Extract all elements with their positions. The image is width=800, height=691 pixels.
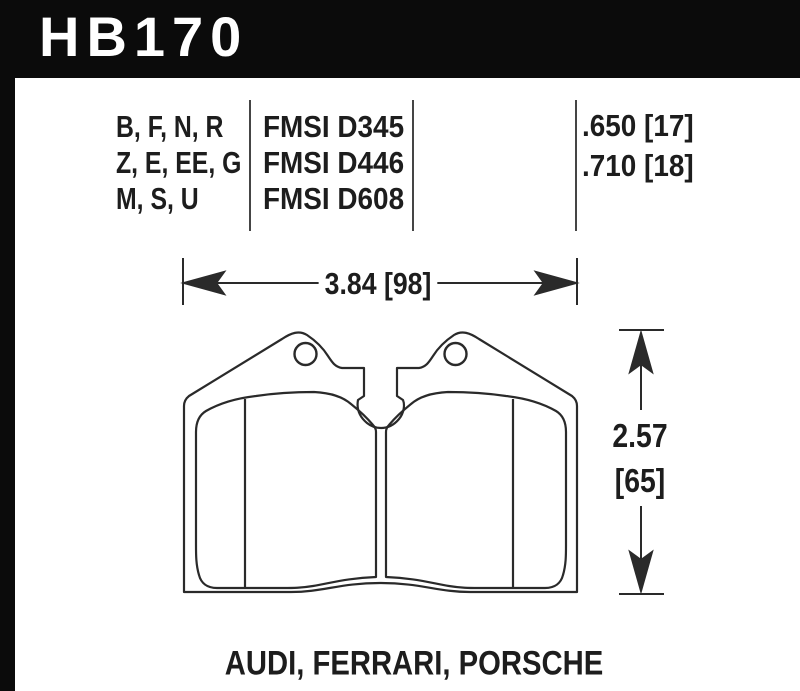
friction-material-right <box>386 392 566 588</box>
compound-row: M, S, U <box>116 181 199 216</box>
fmsi-row: FMSI D446 <box>263 145 405 180</box>
fmsi-row: FMSI D608 <box>263 181 405 216</box>
friction-material-left <box>196 392 376 588</box>
thickness-row: .710 [18] <box>582 148 694 183</box>
backing-plate-outline <box>184 332 577 592</box>
height-dimension-label-inches: 2.57 <box>606 416 673 456</box>
thickness-row: .650 [17] <box>582 108 694 143</box>
height-dimension-label-mm: [65] <box>609 461 672 501</box>
part-number-title: HB170 <box>39 5 249 68</box>
vehicle-applications: AUDI, FERRARI, PORSCHE <box>224 644 604 683</box>
fmsi-row: FMSI D345 <box>263 109 405 144</box>
compound-row: B, F, N, R <box>116 109 224 144</box>
mounting-hole-right <box>445 343 467 365</box>
compound-row: Z, E, EE, G <box>116 145 242 180</box>
width-dimension-label: 3.84 [98] <box>319 265 438 303</box>
mounting-hole-left <box>295 343 317 365</box>
